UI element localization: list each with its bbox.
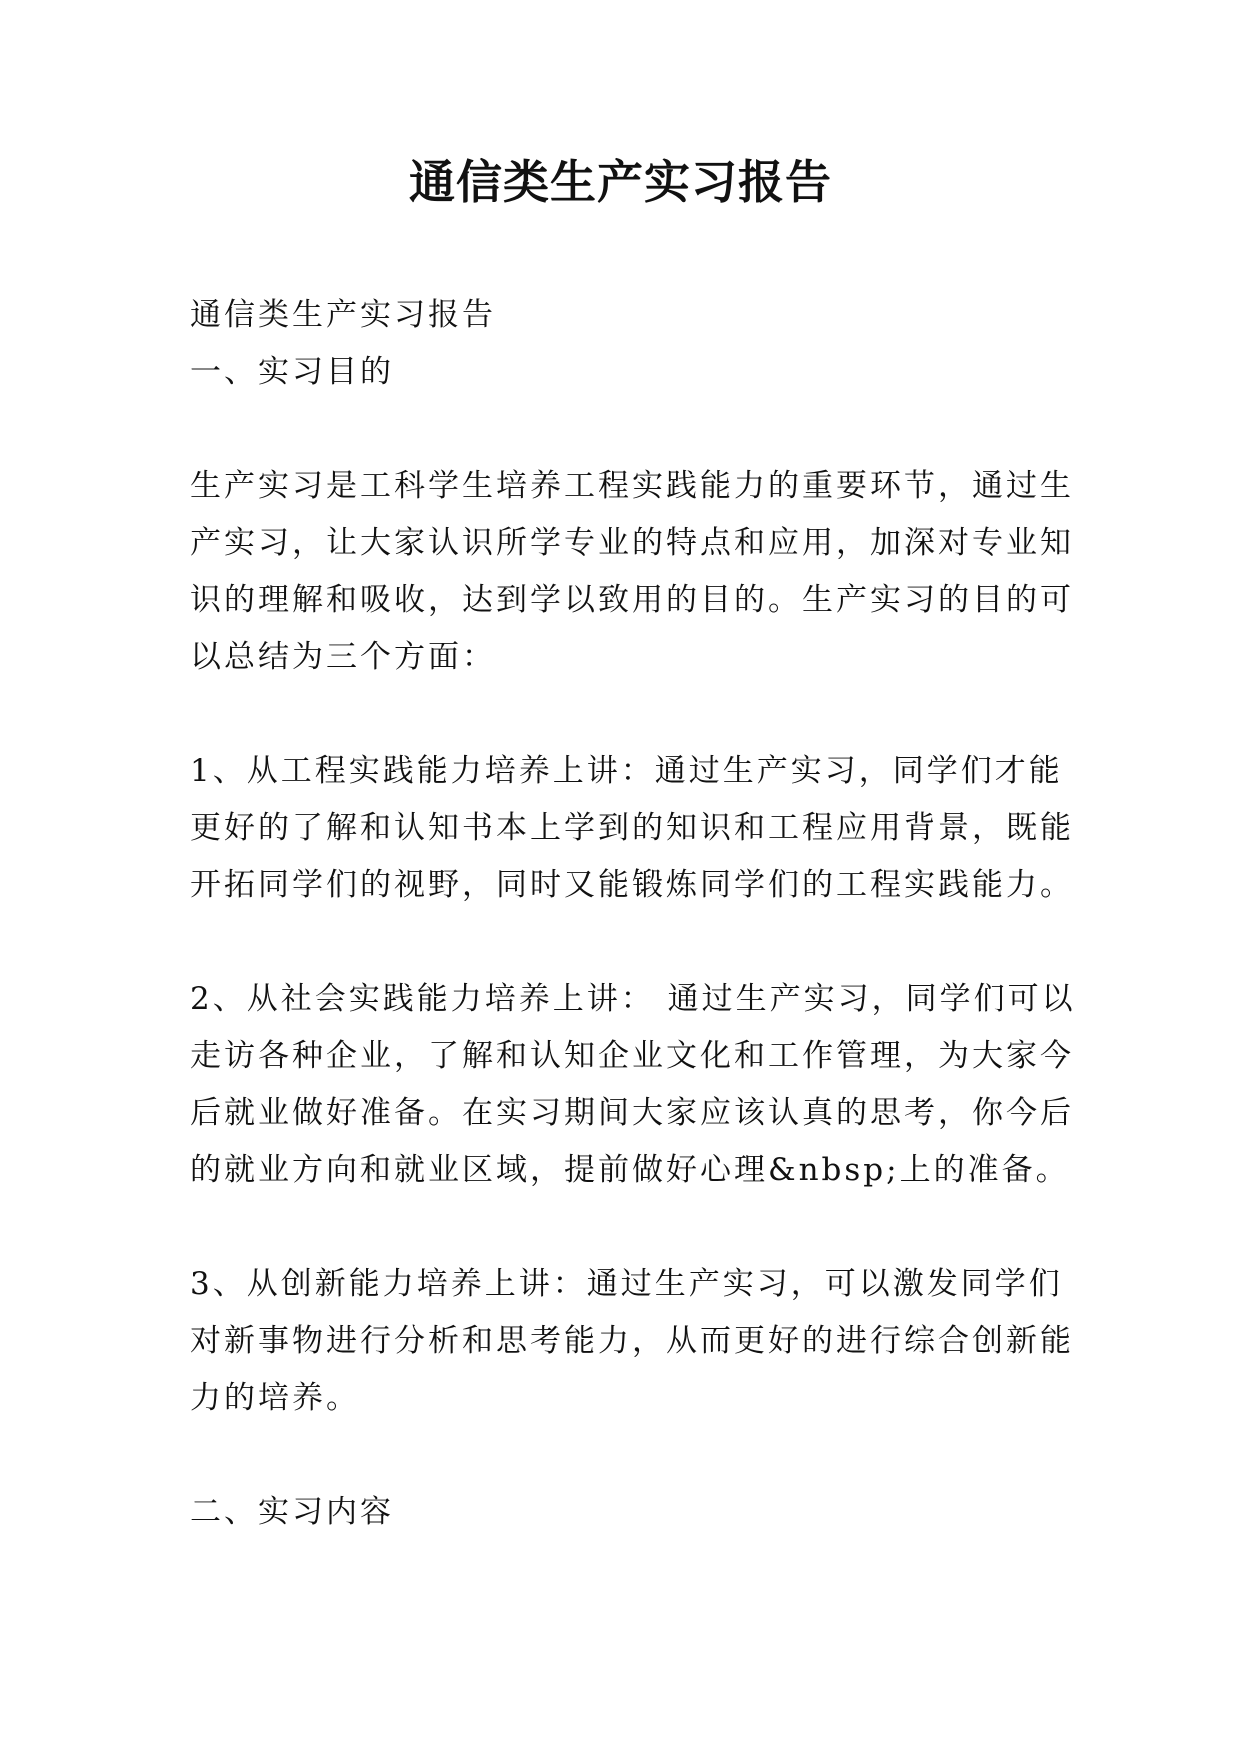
- paragraph-gap: [190, 914, 1090, 971]
- paragraph-line: 识的理解和吸收，达到学以致用的目的。生产实习的目的可: [190, 582, 1074, 618]
- paragraph-line: 力的培养。: [190, 1380, 360, 1416]
- paragraph-line: 后就业做好准备。在实习期间大家应该认真的思考，你今后: [190, 1095, 1074, 1131]
- paragraph-line: 对新事物进行分析和思考能力，从而更好的进行综合创新能: [190, 1323, 1074, 1359]
- paragraph-line: 的就业方向和就业区域，提前做好心理&nbsp;上的准备。: [190, 1152, 1070, 1188]
- document-title: 通信类生产实习报告: [409, 155, 832, 209]
- document-body: [190, 287, 1090, 1541]
- paragraph-line: 3、从创新能力培养上讲：通过生产实习，可以激发同学们: [190, 1266, 1063, 1302]
- paragraph-line: 更好的了解和认知书本上学到的知识和工程应用背景，既能: [190, 810, 1074, 846]
- paragraph-gap: [190, 1199, 1090, 1256]
- purpose-point-2: [190, 971, 1090, 1199]
- section-heading-purpose: 一、实习目的: [190, 354, 394, 390]
- paragraph-gap: [190, 401, 1090, 458]
- paragraph-line: 1、从工程实践能力培养上讲：通过生产实习，同学们才能: [190, 753, 1063, 789]
- paragraph-line: 产实习，让大家认识所学专业的特点和应用，加深对专业知: [190, 525, 1074, 561]
- purpose-paragraph: [190, 458, 1090, 686]
- purpose-point-1: [190, 743, 1090, 914]
- paragraph-line: 以总结为三个方面：: [190, 639, 496, 675]
- section-heading-content: 二、实习内容: [190, 1494, 394, 1530]
- paragraph-gap: [190, 686, 1090, 743]
- paragraph-line: 2、从社会实践能力培养上讲： 通过生产实习，同学们可以: [190, 981, 1076, 1017]
- paragraph-line: 生产实习是工科学生培养工程实践能力的重要环节，通过生: [190, 468, 1074, 504]
- paragraph-gap: [190, 1427, 1090, 1484]
- document-subtitle: 通信类生产实习报告: [190, 297, 496, 333]
- paragraph-line: 走访各种企业，了解和认知企业文化和工作管理，为大家今: [190, 1038, 1074, 1074]
- purpose-point-3: [190, 1256, 1090, 1427]
- paragraph-line: 开拓同学们的视野，同时又能锻炼同学们的工程实践能力。: [190, 867, 1074, 903]
